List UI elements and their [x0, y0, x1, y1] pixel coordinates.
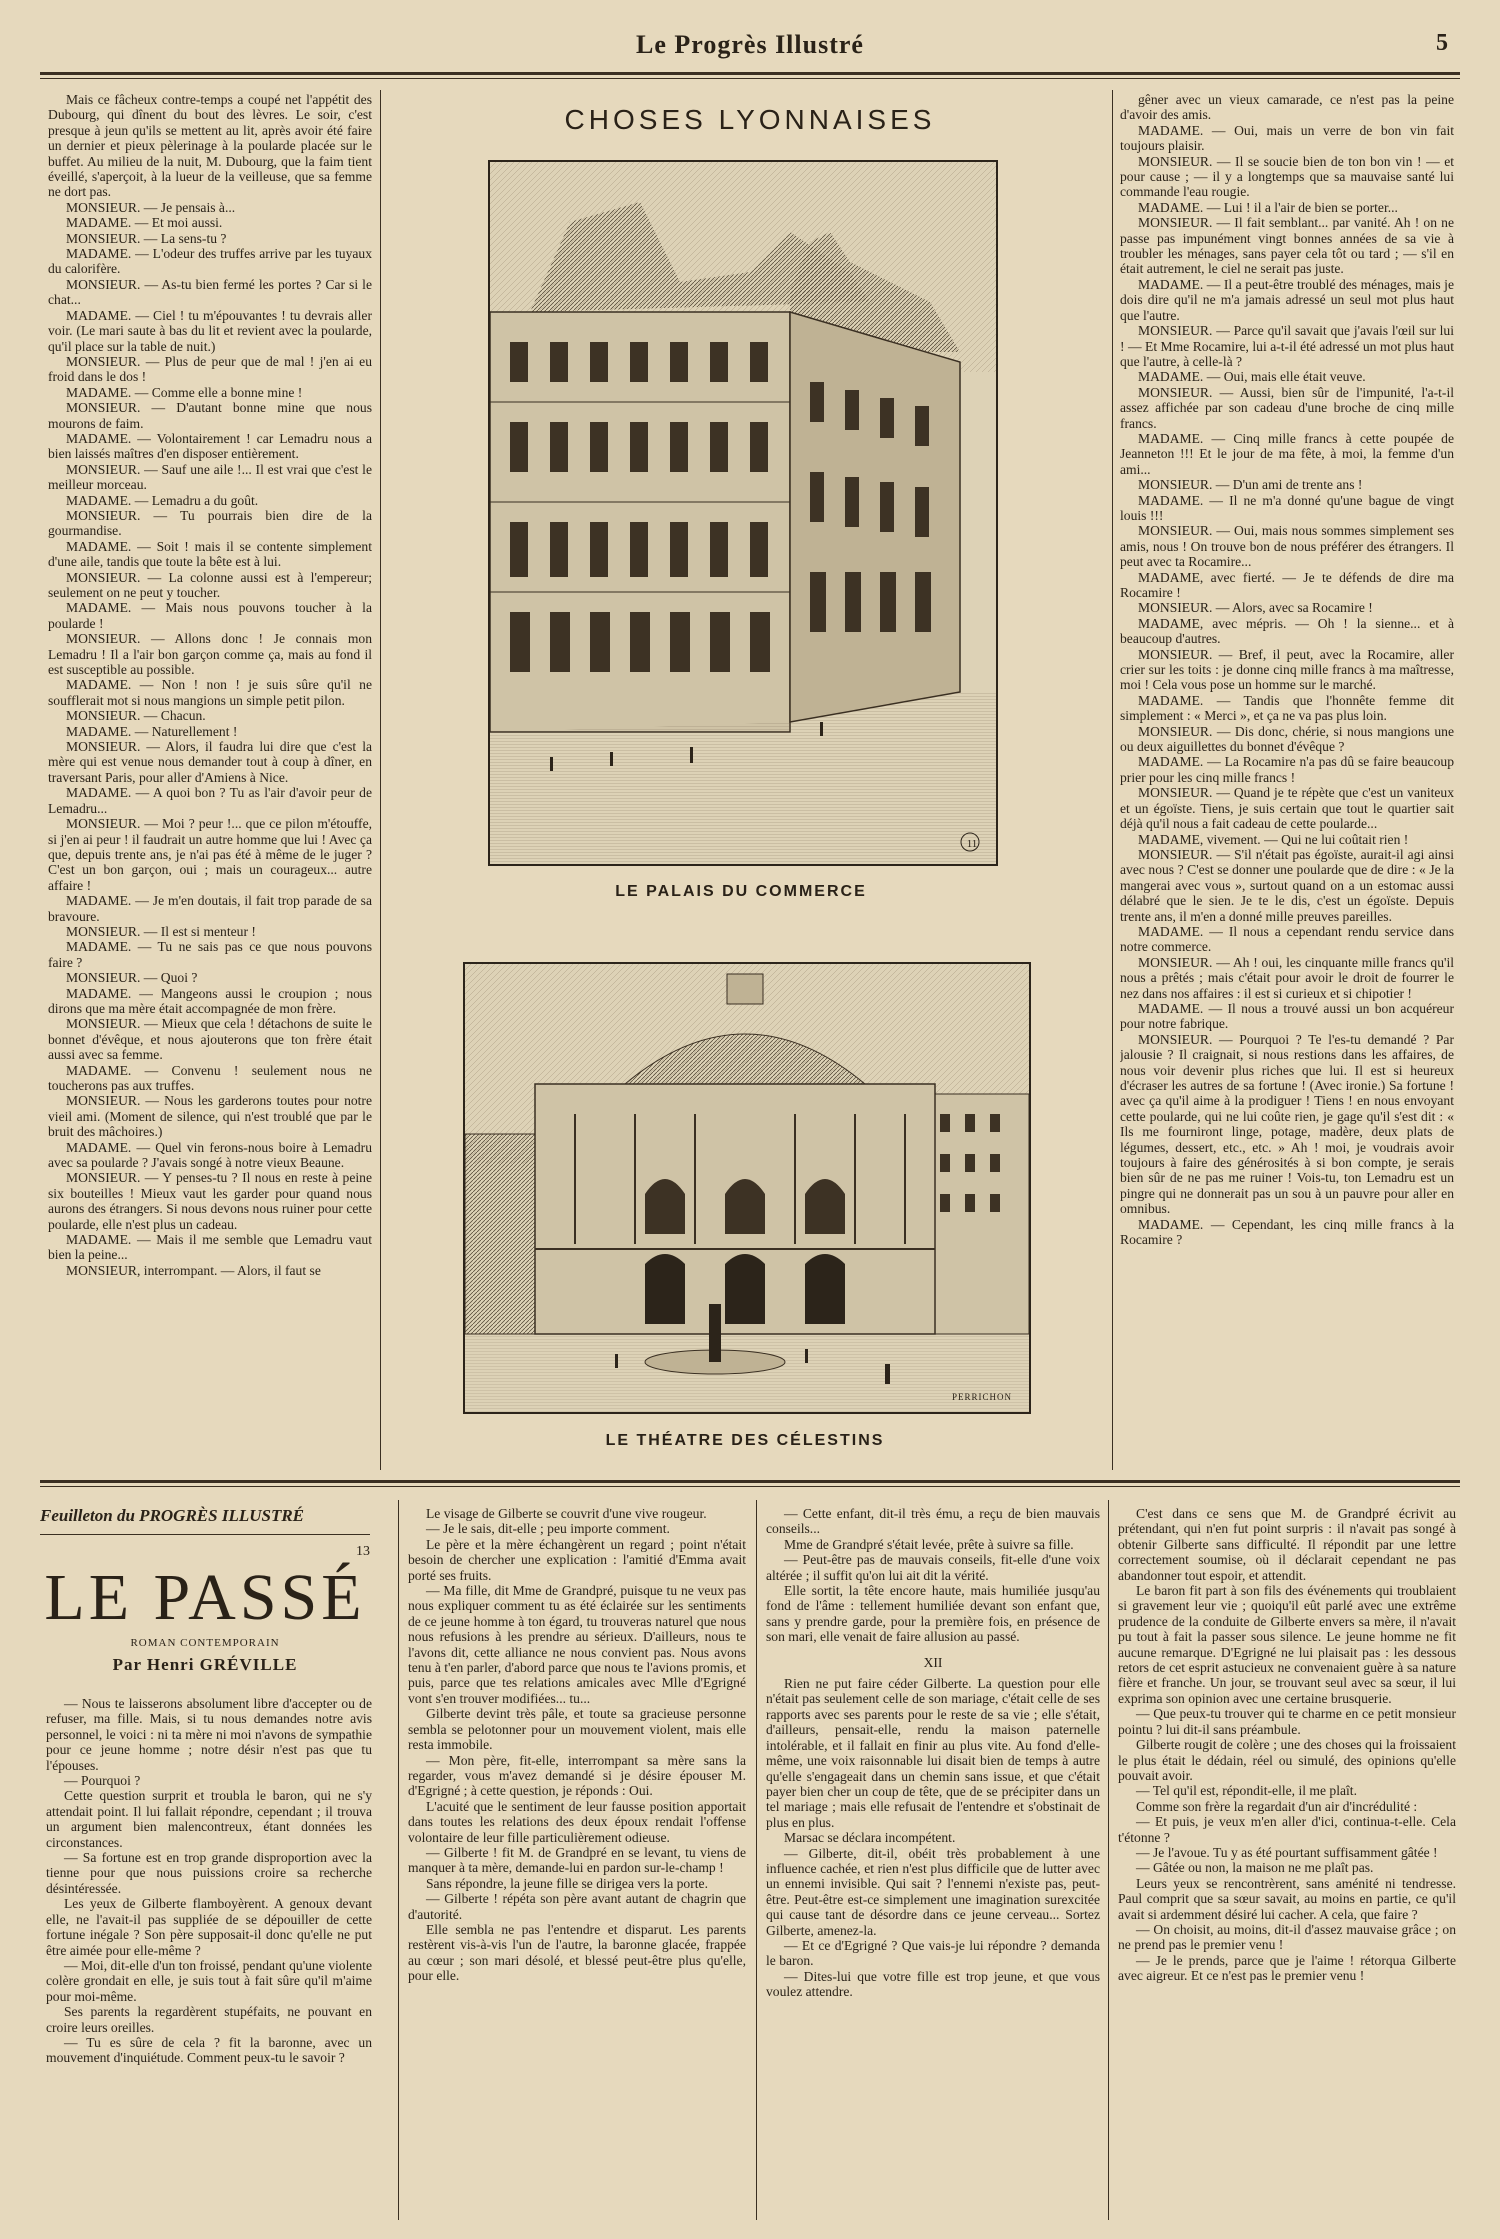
paragraph: MONSIEUR. — Sauf une aile !... Il est vrai que c'est le meilleur morceau.	[48, 461, 372, 493]
paragraph: MONSIEUR. — Pourquoi ? Te l'es-tu demandé ? Par jalousie ? Il craignait, si nous restions dans les affaires, de nous voir devenir plus riches que lui. Il est si heureux d'écraser les autres de sa fortune ! (Avec ironie.) Sa fortune ! avec ça qu'il aime à la prodiguer ! Tiens ! en nous envoyant cette poularde, qui ne lui coûte rien, je gage qu'il s'est dit : « Ils me fourniront linge, potage, madère, deux plats de légumes, dessert, etc., etc. » Ah ! moi, je voudrais avoir toujours à faire des générosités à si bon compte, je serais bien sûr de ne pas me ruiner ! Vois-tu, ton Lemadru est un pingre qui ne donnerait pas un sou à un pauvre pour aller en omnibus.	[1120, 1031, 1454, 1217]
header-rule-thin	[40, 78, 1460, 79]
paragraph: MADAME. — La Rocamire n'a pas dû se faire beaucoup prier pour les cinq mille francs !	[1120, 754, 1454, 785]
paragraph: MADAME. — Non ! non ! je suis sûre qu'il ne soufflerait mot si nous mangions un simple petit pilon.	[48, 677, 372, 708]
paragraph: MADAME. — Et moi aussi.	[66, 215, 223, 231]
paragraph: — Cette enfant, dit-il très ému, a reçu de bien mauvais conseils...	[766, 1506, 1100, 1537]
paragraph: MONSIEUR. — D'un ami de trente ans !	[1138, 477, 1363, 493]
paragraph: — Je le prends, parce que je l'aime ! rétorqua Gilberte avec aigreur. Et ce n'est pas le premier venu !	[1118, 1952, 1456, 1984]
feuilleton-column-3	[766, 1506, 1100, 2226]
paragraph: MADAME. — Comme elle a bonne mine !	[66, 384, 303, 400]
paragraph: MONSIEUR. — Plus de peur que de mal ! j'en ai eu froid dans le dos !	[48, 353, 372, 385]
page-number: 5	[1436, 30, 1448, 56]
theatre-engraving-art	[465, 964, 1029, 1412]
palais-engraving-art	[490, 162, 996, 864]
paragraph: — Peut-être pas de mauvais conseils, fit-elle d'une voix altérée ; il suffit qu'on lui ait dit la vérité.	[766, 1552, 1100, 1583]
paragraph: — Et puis, je veux m'en aller d'ici, continua-t-elle. Cela t'étonne ?	[1118, 1814, 1456, 1845]
feuilleton-label-rule	[40, 1534, 370, 1535]
paragraph: MADAME. — Cependant, les cinq mille francs à la Rocamire ?	[1120, 1216, 1454, 1248]
paragraph: C'est dans ce sens que M. de Grandpré écrivit au prétendant, qui n'en fut point surpris : il n'avait pas songé à obtenir Gilberte sans difficulté. Il répondit par une lettre correctement soumise, où il déclarait cependant ne pas abandonner tout espoir, et attendit.	[1118, 1506, 1456, 1583]
paragraph: MONSIEUR. — Moi ? peur !... que ce pilon m'étouffe, si j'en ai peur ! il faudrait un autre homme que lui ! Avec ça que, depuis trente ans, je n'ai pas été à même de le juger ? C'est un bon garçon, oui ; mais un courageux... autre affaire !	[48, 816, 372, 893]
feuilleton-column-2	[408, 1506, 746, 2226]
paragraph: MADAME. — Il nous a cependant rendu service dans notre commerce.	[1120, 923, 1454, 955]
paragraph: Le père et la mère échangèrent un regard ; point n'était besoin de chercher une explication : l'amitié d'Emma avait porté ses fruits.	[408, 1536, 746, 1583]
paragraph: MONSIEUR. — La sens-tu ?	[66, 230, 227, 246]
paragraph: MONSIEUR. — Aussi, bien sûr de l'impunité, l'a-t-il assez affichée par son cadeau d'une broche de cinq mille francs.	[1120, 384, 1454, 431]
header-rule	[40, 72, 1460, 75]
paragraph: Cette question surprit et troubla le baron, qui ne s'y attendait point. Il lui fallait répondre, cependant ; il trouva un argument bien malencontreux, étant données les circonstances.	[46, 1788, 372, 1850]
palais-du-commerce-engraving	[488, 160, 998, 866]
paragraph: Les yeux de Gilberte flamboyèrent. A genoux devant elle, ne l'avait-il pas suppliée de se dépouiller de cette fortune inégale ? Son père supposait-il donc qu'elle ne put être aimée pour elle-même ?	[46, 1896, 372, 1958]
paragraph: — Et ce d'Egrigné ? Que vais-je lui répondre ? demanda le baron.	[766, 1937, 1100, 1969]
paragraph: MONSIEUR. — Il se soucie bien de ton bon vin ! — et pour cause ; — il y a longtemps que sa mauvaise santé lui commande l'eau rougie.	[1120, 153, 1454, 200]
paragraph: MONSIEUR. — Mieux que cela ! détachons de suite le bonnet d'évêque, et nous ajouterons que ton frère était aussi avec sa femme.	[48, 1016, 372, 1063]
paragraph: MADAME. — Il a peut-être troublé des ménages, mais je dois dire qu'il ne m'a jamais adressé un seul mot plus haut que l'autre.	[1120, 276, 1454, 323]
paragraph: MONSIEUR, interrompant. — Alors, il faut se	[66, 1262, 321, 1278]
paragraph: — On choisit, au moins, dit-il d'assez mauvaise grâce ; on ne prend pas le premier venu !	[1118, 1921, 1456, 1953]
paragraph: — Moi, dit-elle d'un ton froissé, pendant qu'une violente colère grondait en elle, je suis tout à fait sûre qu'il m'aime pour moi-même.	[46, 1957, 372, 2004]
paragraph: MADAME. — Quel vin ferons-nous boire à Lemadru avec sa poularde ? J'avais songé à notre vieux Beaune.	[48, 1139, 372, 1171]
engraver-signature: PERRICHON	[952, 1392, 1013, 1402]
paragraph: MADAME, avec mépris. — Oh ! la sienne... et à beaucoup d'autres.	[1120, 615, 1454, 647]
paragraph: MADAME. — Oui, mais un verre de bon vin fait toujours plaisir.	[1120, 122, 1454, 154]
paragraph: Elle sortit, la tête encore haute, mais humiliée jusqu'au fond de l'âme : tellement humiliée devant son enfant que, sans y prendre garde, pour la première fois, en présence de son mari, elle venait de faire allusion au passé.	[766, 1583, 1100, 1645]
paragraph: — Mon père, fit-elle, interrompant sa mère sans la regarder, vous m'avez demandé si je désire épouser M. d'Egrigné ; à cette question, je réponds : Oui.	[408, 1752, 746, 1799]
paragraph: MONSIEUR. — S'il n'était pas égoïste, aurait-il agi ainsi avec nous ? C'est se donner une poularde que de dire : « Je la mangerai avec vous », surtout quand on a un estomac aussi délabré que le sien. Je te le dis, c'est un égoïste. Depuis trente ans, il m'en a donné mille preuves pareilles.	[1120, 846, 1454, 924]
paragraph: MADAME. — Mangeons aussi le croupion ; nous dirons que ma mère était accompagnée de mon frère.	[48, 985, 372, 1016]
feuilleton-rule	[40, 1480, 1460, 1483]
paragraph: — Gilberte, dit-il, obéit très probablement à une influence cachée, et rien n'est plus difficile que de lutter avec un ennemi invisible. Qui sait ? l'ennemi n'existe pas, peut-être. Peut-être est-ce simplement une imagination surexcitée qui cause tant de désordre dans ce jeune cerveau... Sortez Gilberte, amenez-la.	[766, 1845, 1100, 1938]
paragraph: MONSIEUR. — Je pensais à...	[66, 199, 236, 215]
paragraph: MONSIEUR. — Chacun.	[66, 708, 206, 724]
caption-palais: LE PALAIS DU COMMERCE	[615, 883, 867, 900]
feuilleton-column-4	[1118, 1506, 1456, 2226]
paragraph: MONSIEUR. — La colonne aussi est à l'empereur; seulement on ne peut y toucher.	[48, 569, 372, 600]
column-divider	[756, 1500, 757, 2220]
paragraph: Le visage de Gilberte se couvrit d'une vive rougeur.	[426, 1506, 707, 1521]
paragraph: MADAME. — A quoi bon ? Tu as l'air d'avoir peur de Lemadru...	[48, 785, 372, 816]
paragraph: MONSIEUR. — Dis donc, chérie, si nous mangions une ou deux aiguillettes du bonnet d'évêque ?	[1120, 723, 1454, 755]
paragraph: — Gâtée ou non, la maison ne me plaît pas.	[1136, 1860, 1374, 1876]
feuilleton-rule-thin	[40, 1486, 1460, 1487]
paragraph: MONSIEUR. — Nous les garderons toutes pour notre vieil ami. (Moment de silence, qui n'est troublé que par le bruit des mâchoires.)	[48, 1093, 372, 1140]
paragraph: MONSIEUR. — Alors, avec sa Rocamire !	[1138, 600, 1373, 616]
paragraph: — Ma fille, dit Mme de Grandpré, puisque tu ne veux pas nous expliquer comment tu as été éclairée sur les sentiments de ce jeune homme à ton égard, tu trouveras naturel que nous nous refusions à les prendre au sérieux. D'ailleurs, nous te l'avons dit, cette alliance ne nous convient pas. Nous avons tenu à t'en parler, d'abord parce que nous te l'avions promis, et puis, parce que tes relations amicales avec Mlle d'Egrigné vont s'en trouver modifiées... tu...	[408, 1583, 746, 1706]
paragraph: — Tu es sûre de cela ? fit la baronne, avec un mouvement d'inquiétude. Comment peux-tu le savoir ?	[46, 2034, 372, 2066]
paragraph: MADAME. — Lui ! il a l'air de bien se porter...	[1138, 199, 1398, 215]
paragraph: MONSIEUR. — Bref, il peut, avec la Rocamire, aller crier sur les toits : je donne cinq mille francs à ma maîtresse, moi ! Cela vous pose un homme sur le marché.	[1120, 646, 1454, 693]
paragraph: Gilberte devint très pâle, et toute sa gracieuse personne sembla se pelotonner pour un mouvement violent, mais elle resta immobile.	[408, 1706, 746, 1753]
paragraph: — Gilberte ! répéta son père avant autant de chagrin que d'autorité.	[408, 1891, 746, 1922]
column-divider	[398, 1500, 399, 2220]
paragraph: MADAME. — Convenu ! seulement nous ne toucherons pas aux truffes.	[48, 1062, 372, 1093]
paragraph: MONSIEUR. — Alors, il faudra lui dire que c'est la mère qui est venue nous demander tout à coup à dîner, en traversant Paris, pour aller d'Amiens à Nice.	[48, 739, 372, 785]
paragraph: — Que peux-tu trouver qui te charme en ce petit monsieur pointu ? lui dit-il sans préambule.	[1118, 1706, 1456, 1737]
paragraph: — Je le sais, dit-elle ; peu importe comment.	[426, 1521, 670, 1537]
feuilleton-label: Feuilleton du PROGRÈS ILLUSTRÉ	[40, 1506, 305, 1525]
running-title: Le Progrès Illustré	[636, 30, 864, 59]
paragraph: MADAME. — Ciel ! tu m'épouvantes ! tu devrais aller voir. (Le mari saute à bas du lit et revient avec la poularde, qu'il place sur la table de nuit.)	[48, 307, 372, 354]
paragraph: Sans répondre, la jeune fille se dirigea vers la porte.	[426, 1875, 708, 1891]
paragraph: MADAME, vivement. — Qui ne lui coûtait rien !	[1138, 831, 1409, 847]
plate-number: 11	[966, 838, 978, 850]
paragraph: MONSIEUR. — Ah ! oui, les cinquante mille francs qu'il nous a prêtés ; mais c'était pour avoir le droit de fourrer le nez dans nos affaires : il est si curieux et si chipotier !	[1120, 954, 1454, 1001]
paragraph: MADAME, avec fierté. — Je te défends de dire ma Rocamire !	[1120, 569, 1454, 600]
paragraph: MONSIEUR. — Allons donc ! Je connais mon Lemadru ! Il a l'air bon garçon comme ça, mais au fond il est susceptible au possible.	[48, 631, 372, 678]
paragraph: MADAME. — L'odeur des truffes arrive par les tuyaux du calorifère.	[48, 246, 372, 277]
column-divider	[1108, 1500, 1109, 2220]
paragraph: Ses parents la regardèrent stupéfaits, ne pouvant en croire leurs oreilles.	[46, 2004, 372, 2035]
paragraph: Comme son frère la regardait d'un air d'incrédulité :	[1136, 1798, 1418, 1814]
paragraph: Leurs yeux se rencontrèrent, sans aménité ni tendresse. Paul comprit que sa sœur savait, au moins en partie, ce qu'il avait si ardemment désiré lui cacher. A cela, que faire ?	[1118, 1875, 1456, 1922]
paragraph: MADAME. — Oui, mais elle était veuve.	[1138, 369, 1366, 385]
episode-number: 13	[356, 1544, 370, 1559]
paragraph: MADAME. — Lemadru a du goût.	[66, 492, 259, 508]
paragraph: MADAME. — Tandis que l'honnête femme dit simplement : « Merci », et ça ne va pas plus loin.	[1120, 692, 1454, 724]
page-header	[40, 28, 1460, 64]
paragraph: MONSIEUR. — Parce qu'il savait que j'avais l'œil sur lui ! — Et Mme Rocamire, lui a-t-il été adressé un mot plus haut que l'autre, à celle-là ?	[1120, 323, 1454, 369]
paragraph: — Je l'avoue. Tu y as été pourtant suffisamment gâtée !	[1136, 1844, 1438, 1860]
theatre-celestins-engraving	[463, 962, 1031, 1414]
paragraph: XII	[923, 1654, 943, 1670]
paragraph: — Dites-lui que votre fille est trop jeune, et que vous voulez attendre.	[766, 1968, 1100, 2000]
paragraph: gêner avec un vieux camarade, ce n'est pas la peine d'avoir des amis.	[1120, 92, 1454, 123]
paragraph: MADAME. — Volontairement ! car Lemadru nous a bien laissés maîtres d'en disposer entièrement.	[48, 430, 372, 462]
paragraph: MADAME. — Cinq mille francs à cette poupée de Jeanneton !!! Et le jour de ma fête, à moi, la femme d'un ami...	[1120, 430, 1454, 477]
paragraph: L'acuité que le sentiment de leur fausse position apportait dans toutes les relations des deux époux rendait l'offense volontaire de leur fille particulièrement odieuse.	[408, 1798, 746, 1845]
paragraph: — Tel qu'il est, répondit-elle, il me plaît.	[1136, 1783, 1357, 1799]
paragraph: Gilberte rougit de colère ; une des choses qui la froissaient le plus était le dédain, réel ou simulé, des opinions qu'elle pouvait avoir.	[1118, 1737, 1456, 1783]
column-divider	[1112, 90, 1113, 1470]
paragraph: MONSIEUR. — Quand je te répète que c'est un vaniteux et un égoïste. Tiens, je suis certain que tout le quartier sait déjà qu'il nous a fait cadeau de cette poularde...	[1120, 785, 1454, 832]
paragraph: MONSIEUR. — As-tu bien fermé les portes ? Car si le chat...	[48, 276, 372, 308]
paragraph: MONSIEUR. — Quoi ?	[66, 970, 198, 986]
paragraph: MADAME. — Naturellement !	[66, 723, 238, 739]
paragraph: MADAME. — Mais nous pouvons toucher à la poularde !	[48, 600, 372, 631]
paragraph: MADAME. — Soit ! mais il se contente simplement d'une aile, tandis que toute la bête est à lui.	[48, 538, 372, 570]
paragraph: MONSIEUR. — Tu pourrais bien dire de la gourmandise.	[48, 507, 372, 539]
paragraph: — Gilberte ! fit M. de Grandpré en se levant, tu viens de manquer à ta mère, demande-lui en pardon sur-le-champ !	[408, 1844, 746, 1876]
novel-author: Par Henri GRÉVILLE	[112, 1655, 298, 1674]
paragraph: Marsac se déclara incompétent.	[784, 1830, 956, 1846]
dialogue-column-right	[1120, 92, 1454, 1464]
section-title: CHOSES LYONNAISES	[564, 104, 936, 135]
novel-subtitle: ROMAN CONTEMPORAIN	[130, 1637, 280, 1649]
dialogue-column-left	[48, 92, 372, 1464]
paragraph: MONSIEUR. — Y penses-tu ? Il nous en reste à peine six bouteilles ! Mieux vaut les garder pour quand nous aurons des étrangers. Si nous devons nous ruiner pour cette poularde, elle n'est plus un cadeau.	[48, 1170, 372, 1232]
paragraph: MADAME. — Tu ne sais pas ce que nous pouvons faire ?	[48, 939, 372, 970]
paragraph: Rien ne put faire céder Gilberte. La question pour elle n'était pas seulement celle de son mariage, c'était celle de ses rapports avec ses parents pour le reste de sa vie ; elle s'était, d'ailleurs, pensait-elle, rendu la maison paternelle intolérable, et il fallait en finir au plus vite. Au fond d'elle-même, une voix raisonnable lui disait bien de temps à autre qu'elle s'engageait dans un chemin sans issue, et que c'était payer bien cher un coup de tête, que de se précipiter dans un tel mariage ; mais elle refusait de l'entendre et s'obstinait de plus en plus.	[766, 1676, 1100, 1830]
paragraph: MADAME. — Je m'en doutais, il fait trop parade de sa bravoure.	[48, 893, 372, 924]
caption-celestins: LE THÉATRE DES CÉLESTINS	[605, 1432, 885, 1449]
paragraph: MONSIEUR. — Oui, mais nous sommes simplement ses amis, nous ! On trouve bon de nous préférer des étrangers. Il peut avec ta Rocamire...	[1120, 523, 1454, 570]
feuilleton-column-1	[46, 1696, 372, 2226]
paragraph: MADAME. — Il ne m'a donné qu'une bague de vingt louis !!!	[1120, 492, 1454, 523]
paragraph: — Sa fortune est en trop grande disproportion avec la tienne pour que nous puissions croire sa recherche désintéressée.	[46, 1850, 372, 1896]
paragraph: MONSIEUR. — Il est si menteur !	[66, 923, 256, 939]
paragraph: MONSIEUR. — Il fait semblant... par vanité. Ah ! on ne passe pas impunément vingt bonnes années de sa vie à troubler les ménages, sans payer cela tôt ou tard ; — s'il en était autrement, le ciel ne serait pas juste.	[1120, 215, 1454, 277]
paragraph: — Nous te laisserons absolument libre d'accepter ou de refuser, ma fille. Mais, si tu nous demandes notre avis personnel, le voici : ni ta mère ni moi n'avons de sympathie pour ce jeune homme ; notre désir n'est pas que tu l'épouses.	[46, 1696, 372, 1773]
paragraph: MONSIEUR. — D'autant bonne mine que nous mourons de faim.	[48, 400, 372, 431]
paragraph: — Pourquoi ?	[64, 1773, 141, 1789]
paragraph: Elle sembla ne pas l'entendre et disparut. Les parents restèrent vis-à-vis l'un de l'autre, la baronne glacée, frappée au cœur ; son mari désolé, et blessé peut-être plus qu'elle, pour elle.	[408, 1921, 746, 1984]
novel-title: LE PASSÉ	[44, 1561, 366, 1634]
paragraph: Mais ce fâcheux contre-temps a coupé net l'appétit des Dubourg, qui dînent du bout des lèvres. Le soir, c'est presque à jeun qu'ils se mettent au lit, après avoir été faire un dernier et pieux pèlerinage à la poularde placée sur le buffet. Au milieu de la nuit, M. Dubourg, que la faim tient éveillé, s'aperçoit, à la lueur de la veilleuse, que sa femme ne dort pas.	[48, 92, 372, 200]
column-divider	[380, 90, 381, 1470]
paragraph: Mme de Grandpré s'était levée, prête à suivre sa fille.	[784, 1536, 1074, 1552]
paragraph: Le baron fit part à son fils des événements qui troublaient si gravement leur vie ; quoiqu'il eût parlé avec une extrême prudence de la conduite de Gilberte envers sa mère, il n'avait pu tout à fait la passer sous silence. Le jeune homme ne fit aucune remarque. D'Egrigné ne lui plaisait pas : les dessous retors de cet esprit astucieux ne convenaient guère à sa nature fière et franche. Un jour, se trouvant seul avec sa sœur, il lui exprima son opinion avec une certaine brusquerie.	[1118, 1583, 1456, 1706]
paragraph: MADAME. — Il nous a trouvé aussi un bon acquéreur pour notre fabrique.	[1120, 1000, 1454, 1032]
paragraph: MADAME. — Mais il me semble que Lemadru vaut bien la peine...	[48, 1232, 372, 1263]
